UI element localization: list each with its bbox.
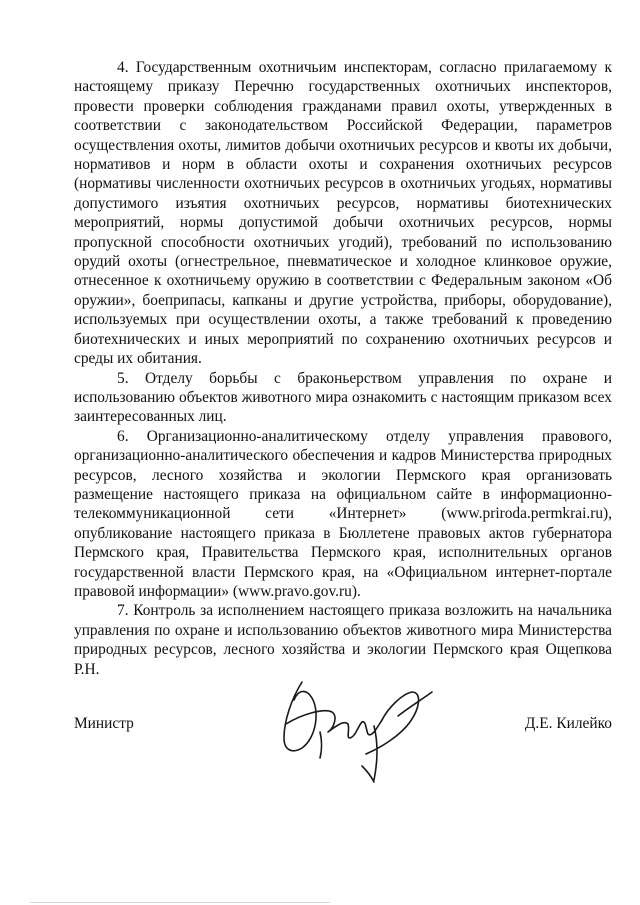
signatory-title: Министр (74, 715, 134, 732)
paragraph-7: 7. Контроль за исполнением настоящего приказа возложить на начальника управления по охране и использованию объектов животного мира Министерства природных ресурсов, лесного хозяйства и экологии Пермского края Ощепкова Р.Н. (74, 602, 612, 678)
paragraph-6: 6. Организационно-аналитическому отделу управления правового, организационно-аналитического обеспечения и кадров Министерства природных ресурсов, лесного хозяйства и экологии Пермского края организовать размещение настоящего приказа на официальном сайте в информационно-телекоммуникационной сети «Интернет» (www.priroda.permkrai.ru), опубликование настоящего приказа в Бюллетене правовых актов губернатора Пермского края, Правительства Пермского края, исполнительных органов государственной власти Пермского края, на «Официальном интернет-портале правовой информации» (www.pravo.gov.ru). (74, 427, 612, 600)
signatory-name: Д.Е. Килейко (524, 715, 612, 732)
paragraph-5: 5. Отделу борьбы с браконьерством управления по охране и использованию объектов животного мира ознакомить с настоящим приказом всех заинтересованных лиц. (74, 369, 612, 426)
page-edge-line (30, 902, 330, 903)
paragraph-4: 4. Государственным охотничьим инспекторам, согласно прилагаемому к настоящему приказу Перечню государственных охотничьих инспекторов, провести проверки соблюдения гражданами правил охоты, утвержденных в соответствии с законодательством Российской Федерации, параметров осуществления охоты, лимитов добычи охотничьих ресурсов и квоты их добычи, нормативов и норм в области охоты и сохранения охотничьих ресурсов (нормативы численности охотничьих ресурсов в охотничьих угодьях, нормативы допустимого изъятия охотничьих ресурсов, нормативы биотехнических мероприятий, нормы допустимой добычи охотничьих ресурсов, нормы пропускной способности охотничьих угодий), требований по использованию орудий охоты (огнестрельное, пневматическое и холодное клинковое оружие, отнесенное к охотничьему оружию в соответствии с Федеральным законом «Об оружии», боеприпасы, капканы и другие устройства, приборы, оборудование), используемых при осуществлении охоты, а также требований к проведению биотехнических и иных мероприятий по сохранению охотничьих ресурсов и среды их обитания. (74, 59, 612, 368)
document-body (74, 58, 612, 679)
handwritten-signature-icon (262, 668, 442, 786)
